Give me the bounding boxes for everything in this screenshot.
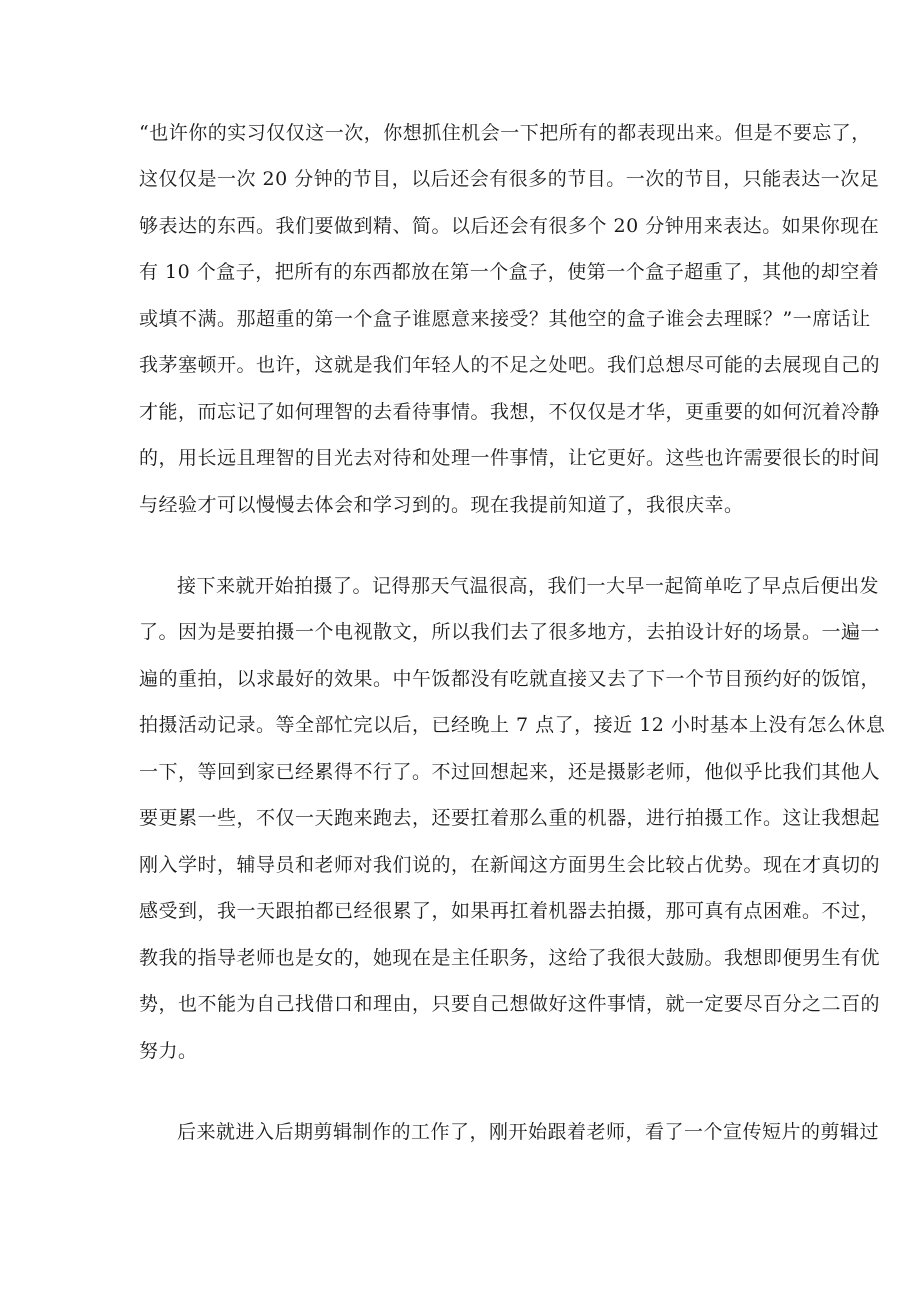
text-line: 拍摄活动记录。等全部忙完以后，已经晚上 7 点了，接近 12 小时基本上没有怎么休息 [139,714,886,736]
text-line: “也许你的实习仅仅这一次，你想抓住机会一下把所有的都表现出来。但是不要忘了， [139,122,871,144]
text-line: 这仅仅是一次 20 分钟的节目，以后还会有很多的节目。一次的节目，只能表达一次足 [139,168,880,190]
text-line: 够表达的东西。我们要做到精、简。以后还会有很多个 20 分钟用来表达。如果你现在 [139,215,880,237]
text-line: 接下来就开始拍摄了。记得那天气温很高，我们一大早一起简单吃了早点后便出发 [177,575,880,597]
text-line: 有 10 个盒子，把所有的东西都放在第一个盒子，使第一个盒子超重了，其他的却空着 [139,261,880,283]
text-line: 或填不满。那超重的第一个盒子谁愿意来接受？其他空的盒子谁会去理睬？”一席话让 [139,308,871,330]
text-line: 后来就进入后期剪辑制作的工作了，刚开始跟着老师，看了一个宣传短片的剪辑过 [177,1121,880,1143]
text-line: 才能，而忘记了如何理智的去看待事情。我想，不仅仅是才华，更重要的如何沉着冷静 [139,401,881,423]
text-line: 了。因为是要拍摄一个电视散文，所以我们去了很多地方，去拍设计好的场景。一遍一 [139,621,881,643]
text-line: 要更累一些，不仅一天跑来跑去，还要扛着那么重的机器，进行拍摄工作。这让我想起 [139,807,881,829]
text-line: 的，用长远且理智的目光去对待和处理一件事情，让它更好。这些也许需要很长的时间 [139,447,881,469]
text-line: 感受到，我一天跟拍都已经很累了，如果再扛着机器去拍摄，那可真有点困难。不过， [139,900,881,922]
text-line: 刚入学时，辅导员和老师对我们说的，在新闻这方面男生会比较占优势。现在才真切的 [139,854,881,876]
text-line: 我茅塞顿开。也许，这就是我们年轻人的不足之处吧。我们总想尽可能的去展现自己的 [139,354,881,376]
text-line: 与经验才可以慢慢去体会和学习到的。现在我提前知道了，我很庆幸。 [139,494,744,516]
text-line: 遍的重拍，以求最好的效果。中午饭都没有吃就直接又去了下一个节目预约好的饭馆， [139,668,881,690]
text-line: 教我的指导老师也是女的，她现在是主任职务，这给了我很大鼓励。我想即便男生有优 [139,947,881,969]
text-line: 一下，等回到家已经累得不行了。不过回想起来，还是摄影老师，他似乎比我们其他人 [139,761,881,783]
text-line: 势，也不能为自己找借口和理由，只要自己想做好这件事情，就一定要尽百分之二百的 [139,993,881,1015]
text-line: 努力。 [139,1040,198,1062]
